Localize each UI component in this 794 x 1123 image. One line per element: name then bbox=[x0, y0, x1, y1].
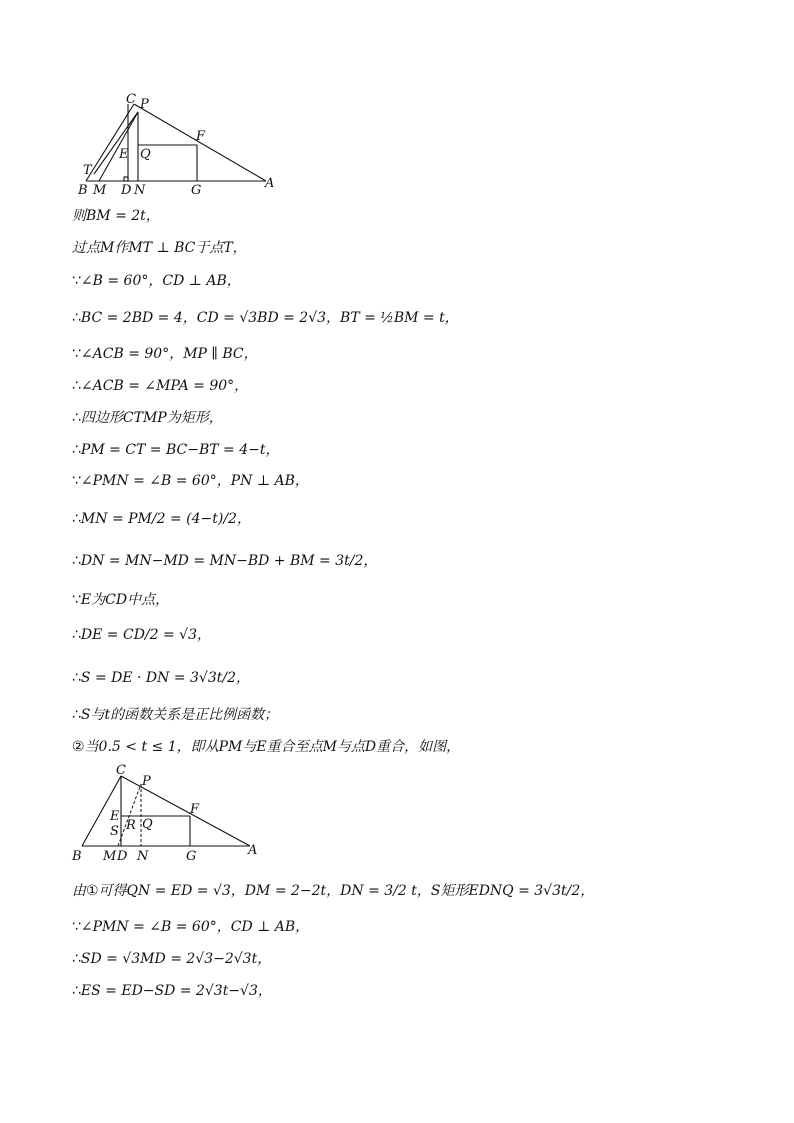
text-line: ∴四边形CTMP为矩形， bbox=[72, 410, 223, 426]
fig1-label-p: P bbox=[140, 97, 149, 112]
text-line: ∴DE = CD/2 = √3， bbox=[72, 627, 212, 643]
fig2-label-g: G bbox=[186, 849, 197, 864]
fig1-label-m: M bbox=[93, 183, 107, 198]
text-line: ∴DN = MN−MD = MN−BD + BM = 3t/2， bbox=[72, 553, 378, 569]
fig1-label-d: D bbox=[121, 183, 132, 198]
fig2-label-d: D bbox=[117, 849, 128, 864]
text-line: ∴PM = CT = BC−BT = 4−t， bbox=[72, 442, 280, 458]
fig1-label-b: B bbox=[78, 183, 88, 198]
text-line: ∵∠ACB = 90°，MP ∥ BC， bbox=[72, 346, 258, 362]
text-line: ∴BC = 2BD = 4，CD = √3BD = 2√3，BT = ½BM = t， bbox=[72, 310, 459, 326]
fig2-label-q: Q bbox=[142, 817, 153, 832]
text-line: ∵∠B = 60°，CD ⊥ AB， bbox=[72, 273, 241, 289]
fig2-label-c: C bbox=[116, 763, 126, 778]
text-line: ∴S = DE · DN = 3√3t/2， bbox=[72, 670, 251, 686]
fig2-label-p: P bbox=[142, 774, 151, 789]
figure-1-triangle-diagram bbox=[72, 92, 282, 202]
fig2-label-f: F bbox=[190, 802, 200, 817]
fig1-label-g: G bbox=[191, 183, 202, 198]
fig1-label-a: A bbox=[265, 176, 275, 191]
fig1-label-e: E bbox=[119, 147, 129, 162]
text-line: ∴∠ACB = ∠MPA = 90°， bbox=[72, 378, 249, 394]
figure-2-triangle-diagram bbox=[66, 760, 276, 870]
text-line: ∴SD = √3MD = 2√3−2√3t， bbox=[72, 951, 272, 967]
text-line: ∴MN = PM/2 = (4−t)/2， bbox=[72, 511, 251, 527]
fig1-label-c: C bbox=[126, 92, 136, 107]
text-line: ∵E为CD中点， bbox=[72, 592, 170, 608]
fig1-label-q: Q bbox=[140, 147, 151, 162]
fig2-label-m: M bbox=[103, 849, 117, 864]
text-line: ②当0.5 < t ≤ 1，即从PM与E重合至点M与点D重合，如图， bbox=[72, 739, 461, 755]
fig2-label-e: E bbox=[110, 809, 120, 824]
fig2-label-b: B bbox=[72, 849, 82, 864]
fig2-label-s: S bbox=[110, 824, 119, 839]
text-line: ∵∠PMN = ∠B = 60°，CD ⊥ AB， bbox=[72, 919, 310, 935]
text-line: 由①可得QN = ED = √3，DM = 2−2t，DN = 3/2 t，S矩形EDNQ = 3√3t/2， bbox=[72, 883, 595, 899]
text-line: 过点M作MT ⊥ BC于点T， bbox=[72, 240, 247, 256]
text-line: ∴ES = ED−SD = 2√3t−√3， bbox=[72, 983, 272, 999]
fig2-label-n: N bbox=[137, 849, 149, 864]
text-line: ∴S与t的函数关系是正比例函数； bbox=[72, 707, 279, 723]
text-line: 则BM = 2t， bbox=[72, 208, 160, 224]
fig2-label-r: R bbox=[126, 818, 136, 833]
fig1-label-n: N bbox=[134, 183, 146, 198]
fig2-label-a: A bbox=[248, 843, 258, 858]
fig1-label-f: F bbox=[196, 129, 206, 144]
fig1-label-t: T bbox=[83, 163, 92, 178]
text-line: ∵∠PMN = ∠B = 60°，PN ⊥ AB， bbox=[72, 473, 309, 489]
